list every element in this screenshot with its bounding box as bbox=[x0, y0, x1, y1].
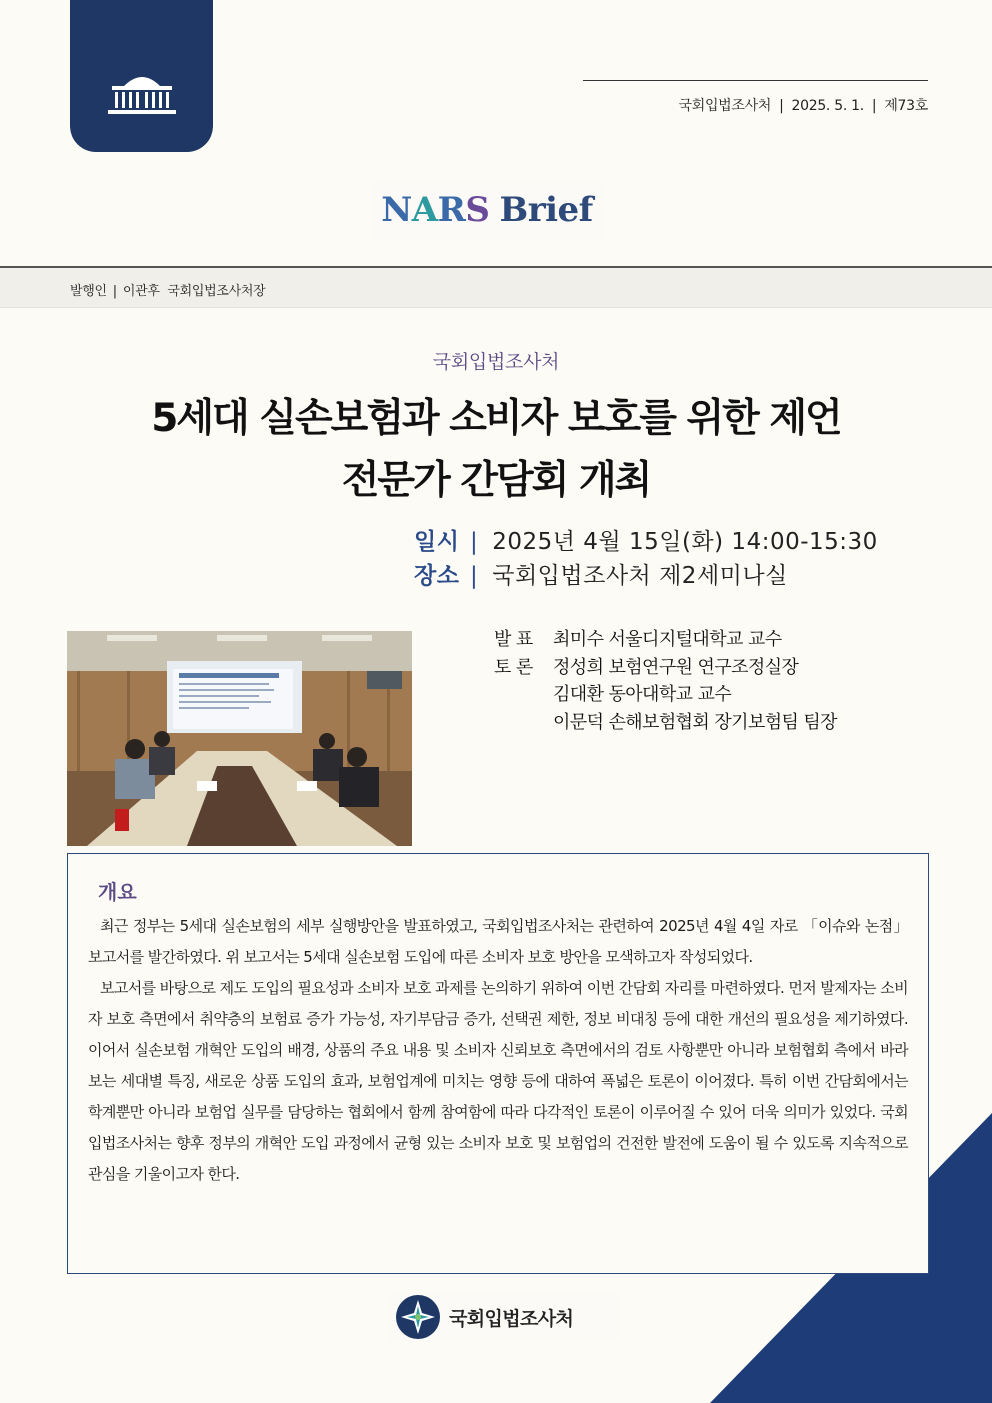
seminar-photo bbox=[67, 631, 412, 846]
publisher-label: 발행인 bbox=[70, 284, 107, 299]
summary-paragraph-1: 최근 정부는 5세대 실손보험의 세부 실행방안을 발표하였고, 국회입법조사처는 관련하여 2025년 4월 4일 자로 「이슈와 논점」 보고서를 발간하였다. 위 보고서는 5세대 실손보험 도입에 따른 소비자 보호 방안을 모색하고자 작성되었다. bbox=[88, 917, 908, 966]
header-tab bbox=[70, 0, 213, 152]
presenter-name: 최미수 서울디지털대학교 교수 bbox=[553, 629, 782, 650]
date-label: 일시 bbox=[414, 529, 460, 555]
nars-brief-logo bbox=[372, 180, 602, 240]
place-value: 국회입법조사처 제2세미나실 bbox=[492, 563, 788, 589]
panelist: 김대환 동아대학교 교수 bbox=[553, 684, 732, 705]
logo-letter-s: S bbox=[465, 190, 490, 230]
panelist: 정성희 보험연구원 연구조정실장 bbox=[553, 656, 799, 678]
article-title bbox=[0, 388, 992, 512]
assembly-building-icon bbox=[102, 66, 182, 118]
title-line-1: 5세대 실손보험과 소비자 보호를 위한 제언 bbox=[151, 396, 841, 441]
logo-letter-n: N bbox=[381, 190, 412, 230]
title-line-2: 전문가 간담회 개최 bbox=[341, 458, 651, 503]
event-date-row: 일시 | 2025년 4월 15일(화) 14:00-15:30 bbox=[414, 525, 878, 559]
panel-row bbox=[494, 654, 837, 737]
event-details bbox=[414, 525, 878, 593]
header-org: 국회입법조사처 bbox=[678, 98, 772, 114]
panel-role: 토 론 bbox=[494, 656, 533, 678]
logo-letter-a: A bbox=[411, 190, 438, 230]
presenter-row bbox=[494, 626, 837, 654]
publisher-name: 이관후 bbox=[122, 284, 160, 299]
date-value: 2025년 4월 15일(화) 14:00-15:30 bbox=[492, 529, 878, 555]
header-rule bbox=[583, 80, 928, 81]
issue-info: 국회입법조사처 | 2025. 5. 1. | 제73호 bbox=[678, 98, 928, 114]
issue-date: 2025. 5. 1. bbox=[791, 98, 864, 114]
logo-letter-r: R bbox=[437, 190, 466, 230]
logo-word-brief: Brief bbox=[499, 190, 593, 230]
summary-paragraph-2: 보고서를 바탕으로 제도 도입의 필요성과 소비자 보호 과제를 논의하기 위하여 이번 간담회 자리를 마련하였다. 먼저 발제자는 소비자 보호 측면에서 취약층의 보험료 증가 가능성, 자기부담금 증가, 선택권 제한, 정보 비대칭 등에 대한 개선의 필요성을 제기하였다. 이어서 실손보험 개혁안 도입의 배경, 상품의 주요 내용 및 소비자 신뢰보호 측면에서의 검토 사항뿐만 아니라 보험협회 측에서 바라보는 세대별 특징, 새로운 상품 도입의 효과, 보험업계에 미치는 영향 등에 대하여 폭넓은 토론이 이어졌다. 특히 이번 간담회에서는 학계뿐만 아니라 보험업 실무를 담당하는 협회에서 함께 참여함에 따라 다각적인 토론이 이루어질 수 있어 더욱 의미가 있었다. 국회입법조사처는 향후 정부의 개혁안 도입 과정에서 균형 있는 소비자 보호 및 보험업의 건전한 발전에 도움이 될 수 있도록 지속적으로 관심을 기울이고자 한다. bbox=[88, 979, 908, 1183]
publisher-line: 발행인 | 이관후 국회입법조사처장 bbox=[70, 284, 266, 299]
footer-org: 국회입법조사처 bbox=[449, 1307, 574, 1330]
publisher-title: 국회입법조사처장 bbox=[167, 284, 266, 299]
nars-emblem-icon bbox=[395, 1294, 441, 1340]
panelist: 이문덕 손해보험협회 장기보험팀 팀장 bbox=[553, 711, 837, 733]
summary-heading: 개요 bbox=[98, 880, 137, 904]
footer-logo bbox=[389, 1292, 619, 1342]
summary-box bbox=[67, 853, 929, 1274]
presenter-role: 발 표 bbox=[494, 629, 533, 650]
speaker-list bbox=[494, 626, 837, 736]
event-place-row: 장소 | 국회입법조사처 제2세미나실 bbox=[414, 559, 878, 593]
place-label: 장소 bbox=[414, 563, 460, 589]
article-org: 국회입법조사처 bbox=[432, 351, 560, 373]
issue-number: 제73호 bbox=[884, 98, 928, 114]
